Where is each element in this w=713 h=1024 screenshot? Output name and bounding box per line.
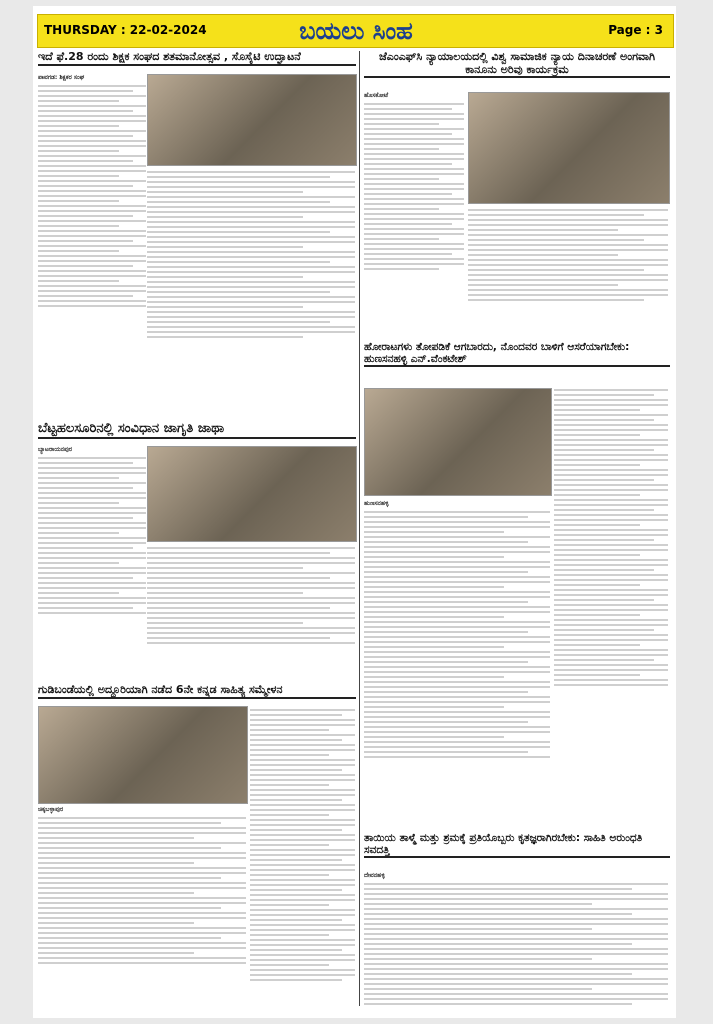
article-3-text (364, 500, 550, 761)
byline: ಚಿಕ್ಕಬಳ್ಳಾಪುರ (38, 806, 64, 813)
article-5-side (250, 706, 355, 984)
court-event-photo (468, 92, 670, 204)
article-2-text (364, 92, 464, 273)
byline: ಬ್ಯಾಟರಾಯನಪುರ (38, 446, 73, 453)
headline-teacher-association: ಇದೆ ಫೆ.28 ರಂದು ಶಿಕ್ಷಕ ಸಂಘದ ಶತಮಾನೋತ್ಸವ , ಸೊಸೈಟಿ ಉದ್ಘಾಟನೆ (38, 51, 356, 66)
article-1-columns (147, 168, 355, 341)
column-divider (359, 51, 360, 1006)
headline-struggles: ಹೋರಾಟಗಳು ತೋಪಡಿಕೆ ಆಗಬಾರದು, ನೊಂದವರ ಬಾಳಿಗೆ ಆಸರೆಯಾಗಬೇಕು: ಹುಣಸನಹಳ್ಳಿ ಎನ್.ವೆಂಕಟೇಶ್ (364, 341, 670, 367)
rally-photo (147, 446, 357, 542)
page-number: Page : 3 (608, 23, 663, 37)
headline-constitution-rally: ಬೆಟ್ಟಹಲಸೂರಿನಲ್ಲಿ ಸಂವಿಧಾನ ಜಾಗೃತಿ ಜಾಥಾ (38, 422, 356, 439)
article-4-text (38, 446, 146, 617)
article-4-columns (147, 544, 355, 647)
article-3-side (554, 386, 668, 689)
byline: ಹೊಸಕೋಟೆ (364, 92, 389, 99)
byline: ದೇವನಹಳ್ಳಿ (364, 872, 385, 879)
article-1-text (38, 74, 146, 310)
newspaper-page (33, 6, 676, 1018)
article-2-columns (468, 206, 668, 304)
newspaper-title: ಬಯಲು ಸಿಂಹ (299, 16, 413, 45)
article-6-text (364, 872, 668, 1008)
teacher-event-photo (147, 74, 357, 166)
byline: ಹುಣಸನಹಳ್ಳಿ (364, 500, 389, 507)
sahitya-photo (38, 706, 248, 804)
article-5-text (38, 806, 246, 967)
headline-mother-patience: ತಾಯಿಯ ತಾಳ್ಮೆ ಮತ್ತು ಶ್ರಮಕ್ಕೆ ಪ್ರತಿಯೊಬ್ಬರು ಕೃತಜ್ಞರಾಗಿರಬೇಕು: ಸಾಹಿತಿ ಅರುಂಧತಿ ಸವದತ್ತಿ (364, 832, 670, 858)
headline-jmfc-court: ಜೆಎಂಎಫ್‌ಸಿ ನ್ಯಾಯಾಲಯದಲ್ಲಿ ವಿಶ್ವ ಸಾಮಾಜಿಕ ನ್ಯಾಯ ದಿನಾಚರಣೆ ಅಂಗವಾಗಿ ಕಾನೂನು ಅರಿವು ಕಾರ್ಯಕ್ರಮ (364, 51, 670, 78)
headline-kannada-sahitya: ಗುಡಿಬಂಡೆಯಲ್ಲಿ ಅದ್ದೂರಿಯಾಗಿ ನಡೆದ 6ನೇ ಕನ್ನಡ ಸಾಹಿತ್ಯ ಸಮ್ಮೇಳನ (38, 684, 356, 699)
group-photo (364, 388, 552, 496)
issue-date: THURSDAY : 22-02-2024 (44, 23, 207, 37)
byline: ಪಾವಗಡ: ಶಿಕ್ಷಕರ ಸಂಘ (38, 74, 85, 81)
masthead (37, 14, 674, 48)
